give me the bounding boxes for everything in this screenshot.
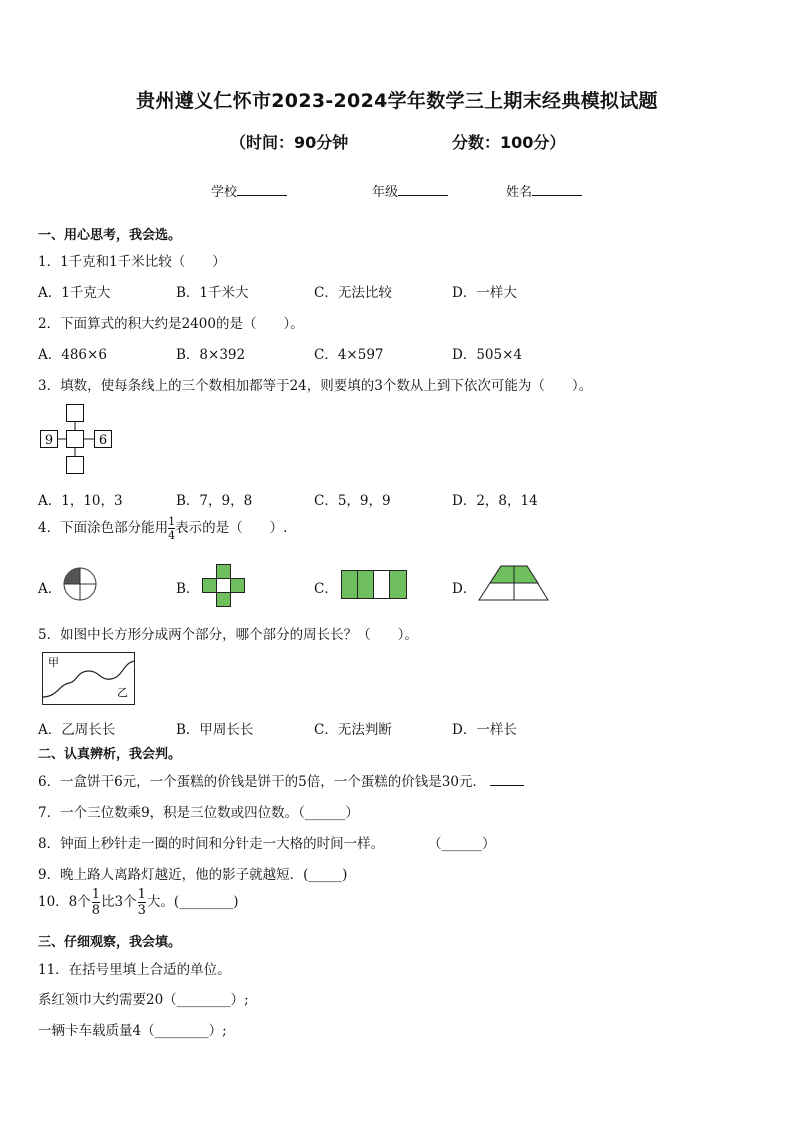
- q1-option-a[interactable]: A．1千克大: [38, 285, 111, 301]
- q4-option-a[interactable]: A．: [38, 581, 62, 597]
- name-field[interactable]: 姓名: [506, 181, 582, 200]
- score-label: 分数：100分）: [452, 133, 566, 152]
- section-heading-3: 三、仔细观察，我会填。: [38, 935, 182, 950]
- top-box: [67, 405, 84, 422]
- question-11-b[interactable]: 一辆卡车载质量4（________）;: [38, 1023, 227, 1039]
- question-7: 7．一个三位数乘9，积是三位数或四位数。（______）: [38, 805, 359, 821]
- q4-trapezoid-figure: [478, 565, 550, 602]
- q2-option-a[interactable]: A．486×6: [38, 347, 107, 363]
- question-8-answer[interactable]: （______）: [428, 836, 496, 852]
- q5-option-b[interactable]: B．甲周长长: [176, 722, 254, 738]
- page-title: 贵州遵义仁怀市2023-2024学年数学三上期末经典模拟试题: [136, 90, 658, 112]
- question-6: 6．一盒饼干6元，一个蛋糕的价钱是饼干的5倍，一个蛋糕的价钱是30元．: [38, 770, 524, 790]
- q1-option-c[interactable]: C．无法比较: [314, 285, 392, 301]
- q5-rectangle-figure: [41, 651, 137, 707]
- label-jia: 甲: [48, 656, 59, 669]
- q4-circle-figure: [62, 566, 98, 602]
- q1-option-b[interactable]: B．1千米大: [176, 285, 249, 301]
- q5-option-d[interactable]: D．一样长: [452, 722, 517, 738]
- question-9: 9．晚上路人离路灯越近，他的影子就越短．(_____): [38, 867, 348, 883]
- section-heading-1: 一、用心思考，我会选。: [38, 228, 182, 243]
- question-2: 2．下面算式的积大约是2400的是（ ）。: [38, 316, 304, 332]
- q4-cross-figure: [202, 564, 246, 608]
- q4-option-c[interactable]: C．: [314, 581, 338, 597]
- q2-option-c[interactable]: C．4×597: [314, 347, 384, 363]
- section-heading-2: 二、认真辨析，我会判。: [38, 747, 182, 762]
- q1-option-d[interactable]: D．一样大: [452, 285, 517, 301]
- cross-number-diagram: [38, 402, 116, 476]
- question-5: 5．如图中长方形分成两个部分，哪个部分的周长长？（ ）。: [38, 627, 418, 643]
- question-11-a[interactable]: 系红领巾大约需要20（________）;: [38, 992, 249, 1008]
- q3-option-a[interactable]: A．1，10，3: [38, 493, 123, 509]
- q4-option-d[interactable]: D．: [452, 581, 477, 597]
- center-box: [67, 431, 84, 448]
- bottom-box: [67, 457, 84, 474]
- time-label: （时间：90分钟: [230, 133, 349, 152]
- question-10: 10．8个 $\frac{1}{8}$ 比3个 $\frac{1}{3}$ 大。(________): [38, 887, 239, 918]
- label-yi: 乙: [117, 686, 128, 699]
- q2-option-b[interactable]: B．8×392: [176, 347, 246, 363]
- q3-option-b[interactable]: B．7，9，8: [176, 493, 253, 509]
- q3-option-d[interactable]: D．2，8，14: [452, 493, 538, 509]
- grade-field[interactable]: 年级: [372, 181, 448, 200]
- left-number: 9: [44, 433, 54, 448]
- q5-option-c[interactable]: C．无法判断: [314, 722, 392, 738]
- question-1: 1．1千克和1千米比较（ ）: [38, 254, 226, 270]
- q4-bar-figure: [341, 570, 408, 600]
- q3-option-c[interactable]: C．5，9，9: [314, 493, 391, 509]
- question-4: 4．下面涂色部分能用 $\frac{1}{4}$ 表示的是（ ）.: [38, 515, 288, 542]
- q2-option-d[interactable]: D．505×4: [452, 347, 522, 363]
- q4-option-b[interactable]: B．: [176, 581, 200, 597]
- q5-option-a[interactable]: A．乙周长长: [38, 722, 116, 738]
- question-11: 11．在括号里填上合适的单位。: [38, 962, 231, 978]
- question-8: 8．钟面上秒针走一圈的时间和分针走一大格的时间一样。: [38, 836, 385, 852]
- right-number: 6: [98, 433, 108, 448]
- question-3: 3．填数，使每条线上的三个数相加都等于24，则要填的3个数从上到下依次可能为（ ）。: [38, 378, 593, 394]
- school-field[interactable]: 学校: [211, 181, 287, 200]
